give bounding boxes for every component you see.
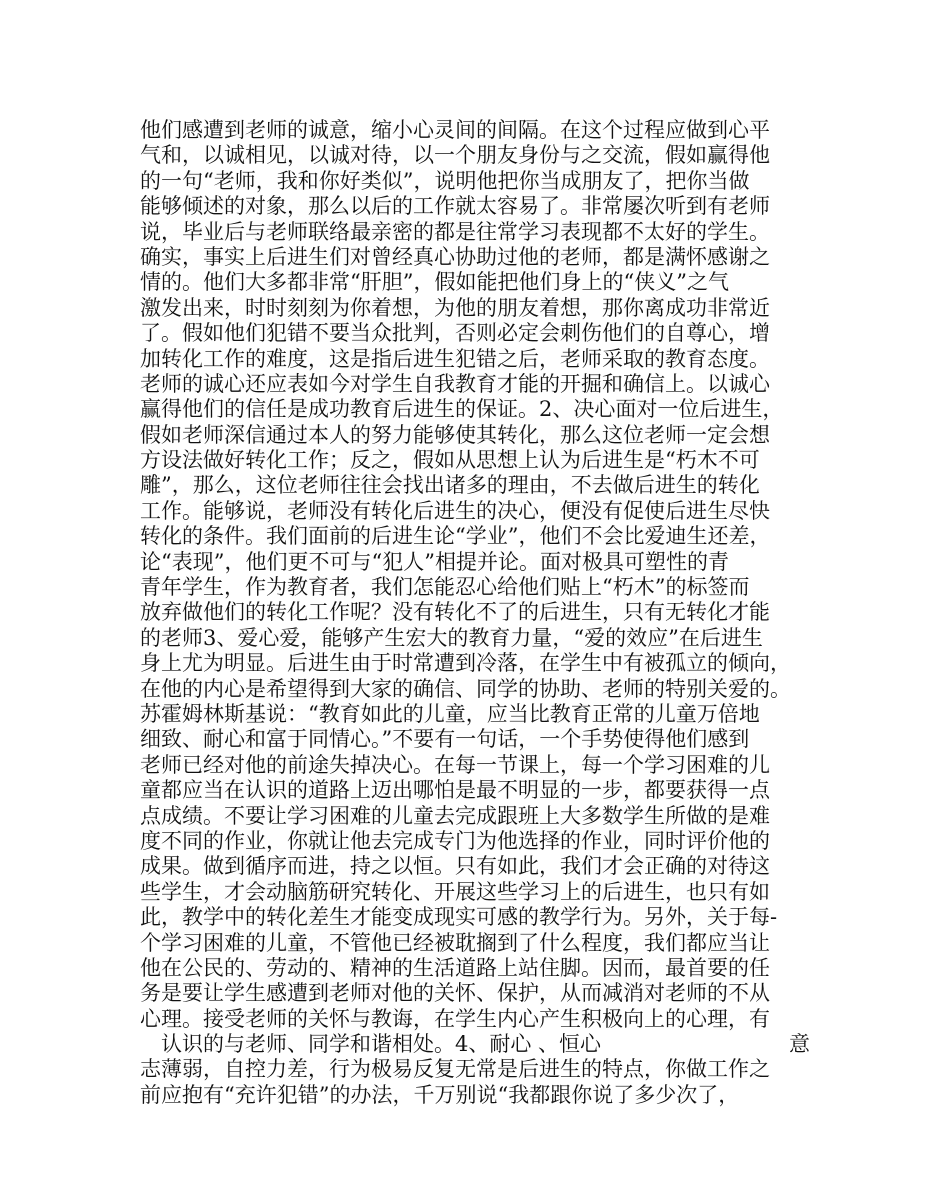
text-line: 的老师3、爱心爱，能够产生宏大的教育力量，“爱的效应”在后进生 [140,625,763,650]
text-line: 童都应当在认识的道路上迈出哪怕是最不明显的一步，都要获得一点 [140,778,770,803]
text-line-right: 意 [789,1032,810,1057]
text-line: 老师的诚心还应表如今对学生自我教育才能的开掘和确信上。以诚心 [140,371,770,396]
text-line: 论“表现”，他们更不可与“犯人”相提并论。面对极具可塑性的青 [140,549,729,574]
text-line: 细致、耐心和富于同情心。”不要有一句话，一个手势使得他们感到 [140,727,750,752]
body-text [140,118,810,1108]
text-line: 放弃做他们的转化工作呢？没有转化不了的后进生，只有无转化才能 [140,600,770,625]
text-line: 前应抱有“充许犯错”的办法，千万别说“我都跟你说了多少次了， [140,1082,740,1107]
text-line: 假如老师深信通过本人的努力能够使其转化，那么这位老师一定会想 [140,422,770,447]
text-line: 身上尤为明显。后进生由于时常遭到冷落，在学生中有被孤立的倾向， [140,651,791,676]
text-line: 志薄弱，自控力差，行为极易反复无常是后进生的特点，你做工作之 [140,1057,770,1082]
text-line: 此，教学中的转化差生才能变成现实可感的教学行为。另外，关于每- [140,905,778,930]
text-line: 情的。他们大多都非常“肝胆”，假如能把他们身上的“侠义”之气 [140,270,729,295]
text-line: 点成绩。不要让学习困难的儿童去完成跟班上大多数学生所做的是难 [140,803,770,828]
text-line: 心理。接受老师的关怀与教诲，在学生内心产生积极向上的心理，有 [140,1006,770,1031]
text-line: 雕”，那么，这位老师往往会找出诸多的理由，不去做后进生的转化 [140,473,760,498]
text-line: 些学生，才会动脑筋研究转化、开展这些学习上的后进生，也只有如 [140,879,770,904]
text-line: 他们感遭到老师的诚意，缩小心灵间的间隔。在这个过程应做到心平 [140,118,770,142]
text-line: 气和，以诚相见，以诚对待，以一个朋友身份与之交流，假如赢得他 [140,143,770,168]
text-line: 能够倾述的对象，那么以后的工作就太容易了。非常屡次听到有老师 [140,194,770,219]
text-line-split [140,1032,810,1057]
text-line: 赢得他们的信任是成功教育后进生的保证。2、决心面对一位后进生， [140,397,784,422]
text-line: 老师已经对他的前途失掉决心。在每一节课上，每一个学习困难的儿 [140,752,770,777]
text-line: 工作。能够说，老师没有转化后进生的决心，便没有促使后进生尽快 [140,498,770,523]
text-line: 激发出来，时时刻刻为你着想，为他的朋友着想，那你离成功非常近 [140,295,770,320]
text-line: 了。假如他们犯错不要当众批判，否则必定会刺伤他们的自尊心，增 [140,321,770,346]
text-line: 转化的条件。我们面前的后进生论“学业”，他们不会比爱迪生还差， [140,524,771,549]
text-line: 在他的内心是希望得到大家的确信、同学的协助、老师的特别关爱的。 [140,676,791,701]
text-line: 确实，事实上后进生们对曾经真心协助过他的老师，都是满怀感谢之 [140,244,770,269]
text-line-left: 认识的与老师、同学和谐相处。4、耐心 、恒心 [161,1032,602,1057]
text-line: 务是要让学生感遭到老师对他的关怀、保护，从而减消对老师的不从 [140,981,770,1006]
text-line: 度不同的作业，你就让他去完成专门为他选择的作业，同时评价他的 [140,828,770,853]
text-line: 加转化工作的难度，这是指后进生犯错之后，老师采取的教育态度。 [140,346,770,371]
text-line: 青年学生，作为教育者，我们怎能忍心给他们贴上“朽木”的标签而 [140,575,750,600]
text-line: 说，毕业后与老师联络最亲密的都是往常学习表现都不太好的学生。 [140,219,770,244]
text-line: 个学习困难的儿童，不管他已经被耽搁到了什么程度，我们都应当让 [140,930,770,955]
text-line: 苏霍姆林斯基说：“教育如此的儿童，应当比教育正常的儿童万倍地 [140,701,760,726]
text-line: 的一句“老师，我和你好类似”，说明他把你当成朋友了，把你当做 [140,168,750,193]
text-line: 他在公民的、劳动的、精神的生活道路上站住脚。因而，最首要的任 [140,955,770,980]
text-line: 成果。做到循序而进，持之以恒。只有如此，我们才会正确的对待这 [140,854,770,879]
text-line: 方设法做好转化工作；反之，假如从思想上认为后进生是“朽木不可 [140,448,760,473]
